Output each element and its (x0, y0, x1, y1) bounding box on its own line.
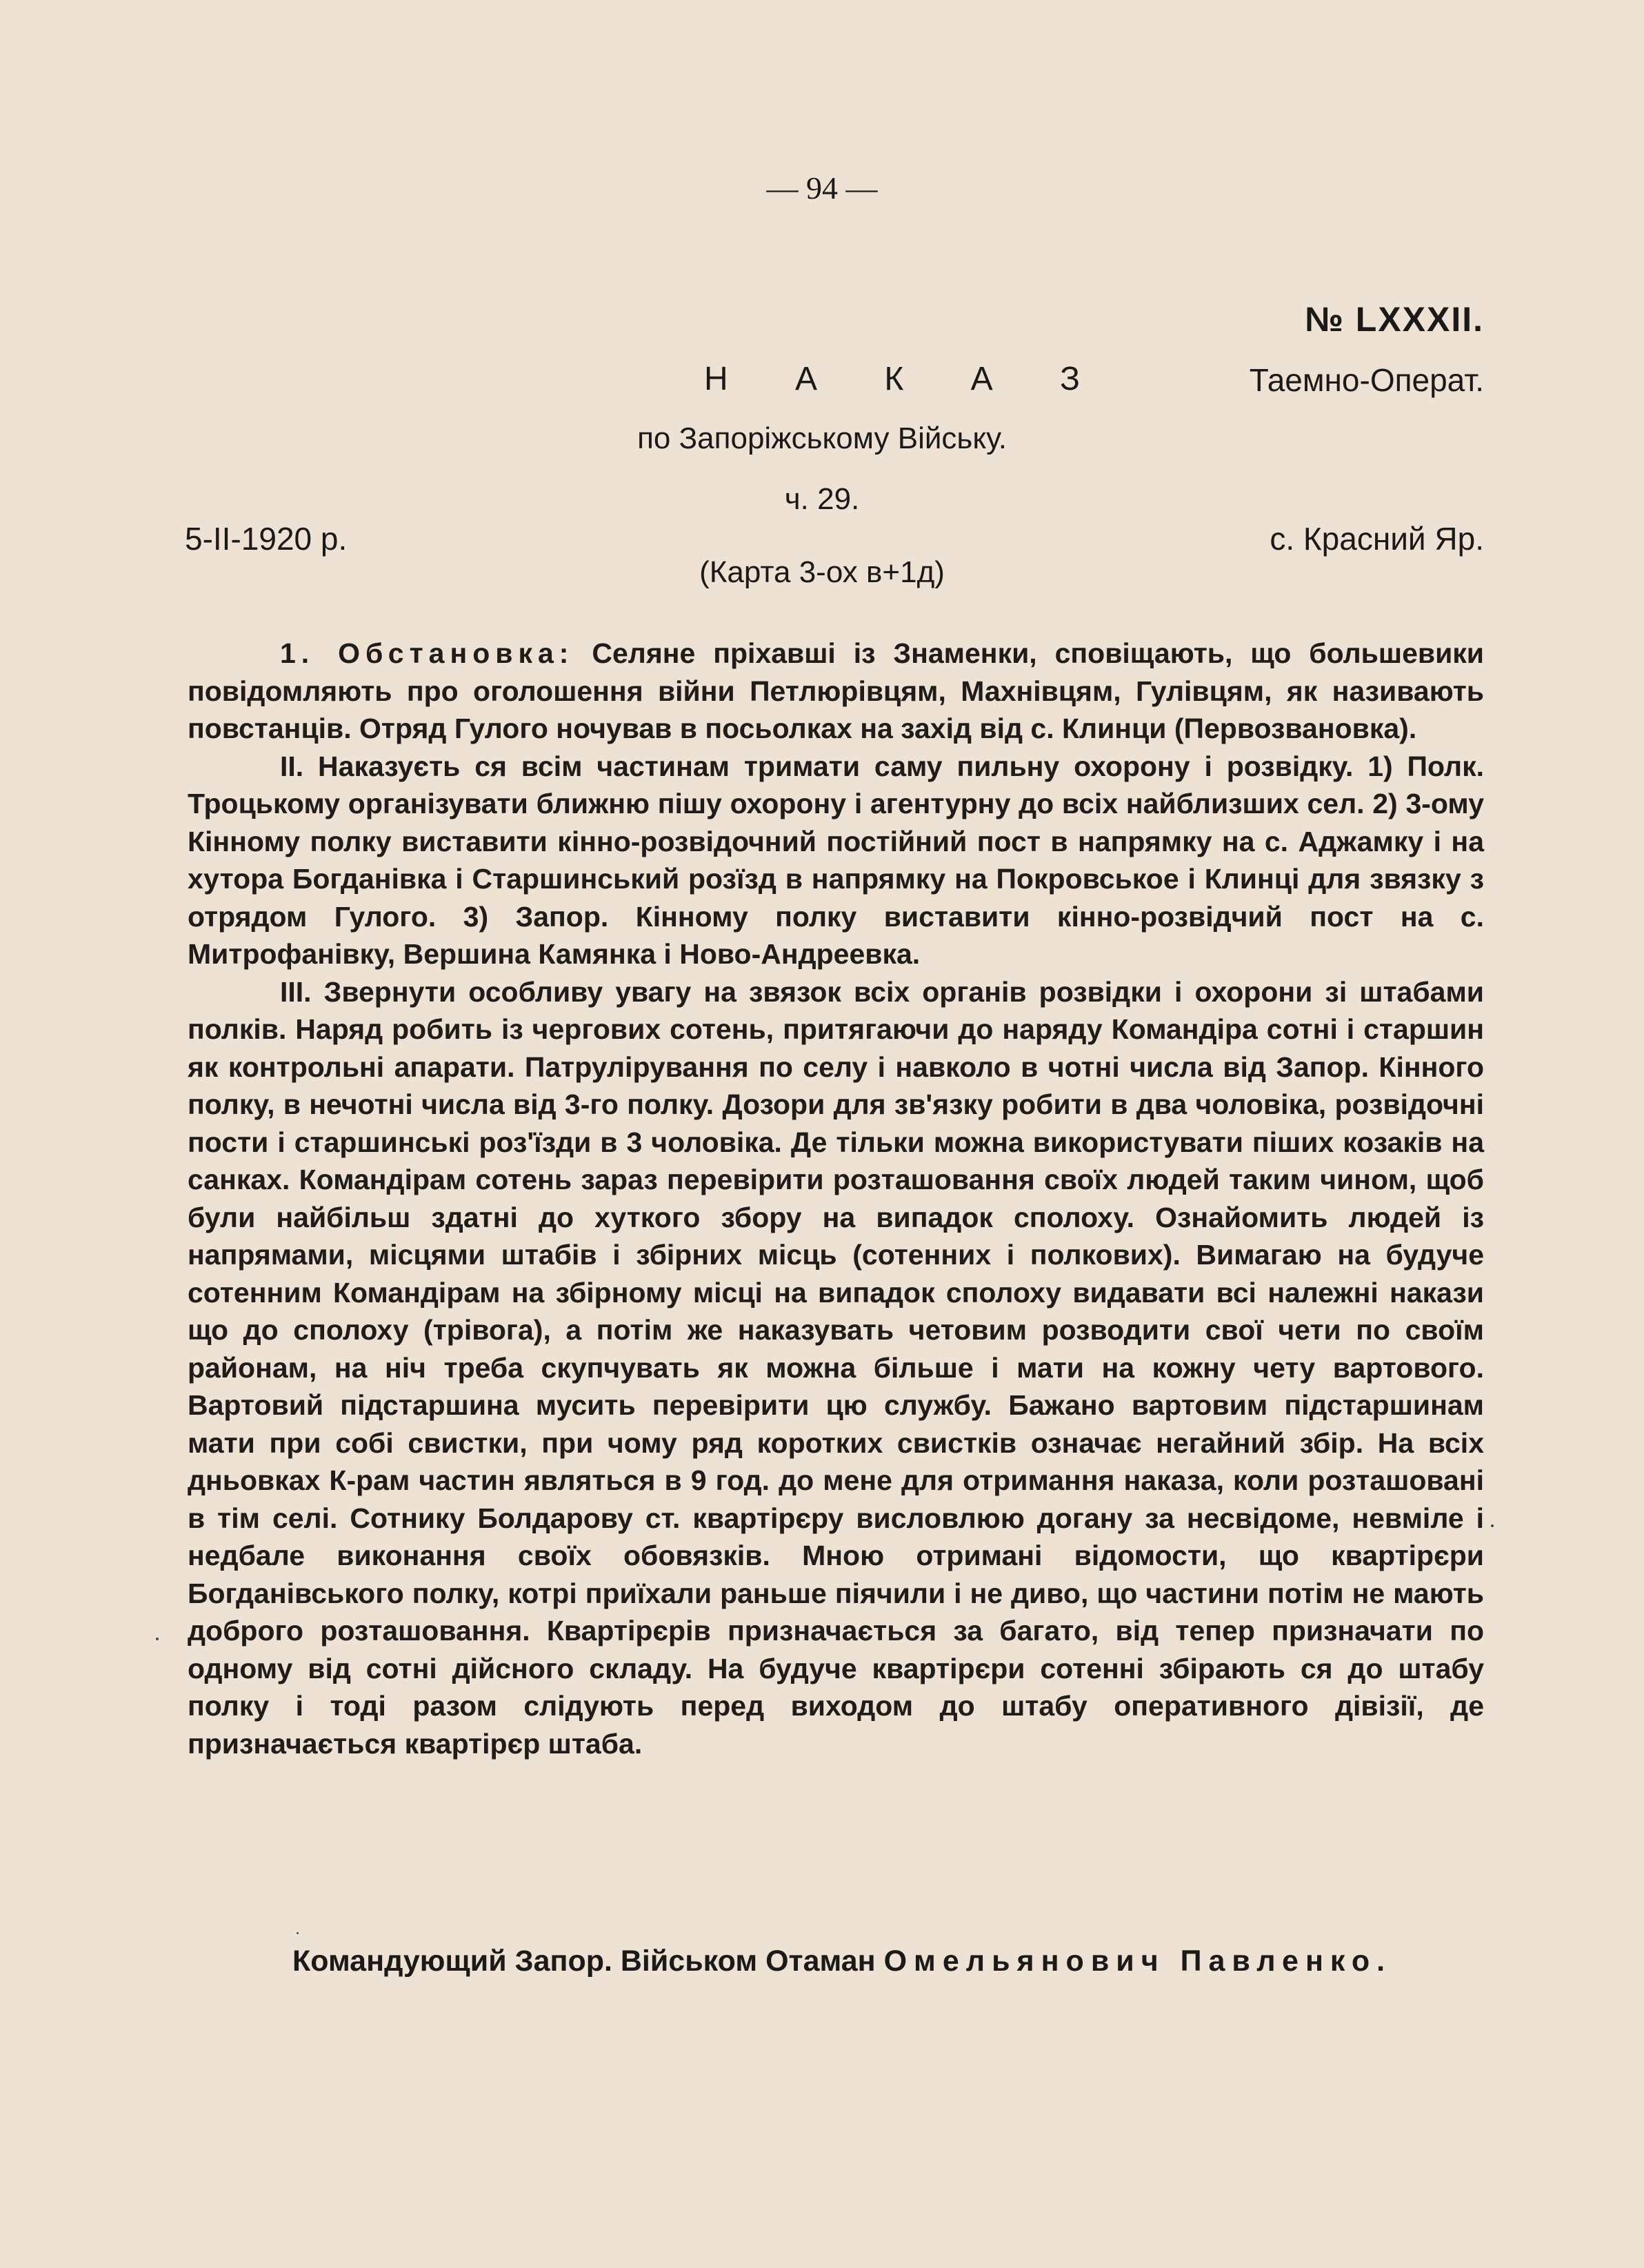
print-speck (297, 1932, 299, 1934)
map-reference: (Карта 3-ох в+1д) (699, 555, 945, 589)
print-speck (1491, 1524, 1494, 1527)
order-subtitle: по Запоріжському Війську. (637, 421, 1007, 455)
signature-name: Омельянович Павленко. (883, 1944, 1392, 1978)
paragraph-security: II. Наказуєть ся всім частинам тримати саму пильну охорону і розвідку. 1) Полк. Троцькому організувати ближню пішу охорону і агентурну до всіх найблизших сел. 2) 3-ому Кінному полку виставити кінно-розвідочний постійний пост в напрямку на с. Аджамку і на хутора Богданівка і Старшинський розїзд в напрямку на Покровськое і Клинці для звязку з отрядом Гулого. 3) Запор. Кінному полку виставити кінно-розвідчий пост на с. Митрофанівку, Вершина Камянка і Ново-Андреевка. (188, 750, 1484, 970)
order-place: с. Красний Яр. (1270, 521, 1484, 557)
order-body (188, 635, 1484, 1762)
classification-label: Таемно-Операт. (1249, 362, 1484, 398)
order-part-number: ч. 29. (784, 482, 860, 516)
paragraph-communication: III. Звернути особливу увагу на звязок всіх органів розвідки і охорони зі штабами полків. Наряд робить із чергових сотень, притягаючи до наряду Командіра сотні і старшин як контрольні апарати. Патрулірування по селу і навколо в чотні числа від Запор. Кінного полку, в нечотні числа від 3-го полку. Дозори для зв'язку робити в два чоловіка, розвідочні пости і старшинські роз'їзди в 3 чоловіка. Де тільки можна використувати піших козаків на санках. Командірам сотень зараз перевірити розташовання своїх людей таким чином, щоб були найбільш здатні до хуткого збору на випадок сполоху. Ознайомить людей із напрямами, місцями штабів і збірних місць (сотенних і полкових). Вимагаю на будуче сотенним Командірам на збірному місці на випадок сполоху видавати всі належні накази що до сполоху (трівога), а потім же наказувать четовим розводити свої чети по своїм районам, на ніч треба скупчувать як можна більше і мати на кожну чету вартового. Вартовий підстаршина мусить перевірити цю службу. Бажано вартовим підстаршинам мати при собі свистки, при чому ряд коротких свистків означає негайний збір. На всіх дньовках К-рам частин являться в 9 год. до мене для отримання наказа, коли розташовані в тім селі. Сотнику Болдарову ст. квартірєру висловлюю догану за несвідоме, невміле і недбале виконання своїх обовязків. Мною отримані відомости, що квартірєри Богданівського полку, котрі приїхали раньше піячили і не диво, що частини потім не мають доброго розташовання. Квартірєрів призначається за багато, від тепер призначати по одному від сотні дійсного складу. На будуче квартірєри сотенні збірають ся до штабу полку і тоді разом слідують перед виходом до штабу оперативного дівізії, де призначається квартірєр штаба. (188, 975, 1484, 1760)
paragraph-situation (188, 635, 1484, 748)
situation-text: Селяне пріхавші із Знаменки, сповіщають, що большевики повідомляють про оголошення війни Петлюрівцям, Махнівцям, Гулівцям, як називають повстанців. Отряд Гулого ночував в посьолках на захід від с. Клинци (Первозвановка). (188, 637, 1485, 744)
signature-title: Командующий Запор. Військом Отаман (292, 1944, 884, 1978)
document-number: № LXXXII. (1305, 300, 1484, 339)
order-title: Н А К А З (704, 361, 1109, 397)
order-date: 5-II-1920 р. (185, 521, 348, 557)
print-speck (156, 1638, 159, 1640)
page-number: — 94 — (766, 170, 878, 206)
situation-heading: 1. Обстановка: (280, 637, 574, 669)
signature-line (292, 1944, 1392, 1978)
